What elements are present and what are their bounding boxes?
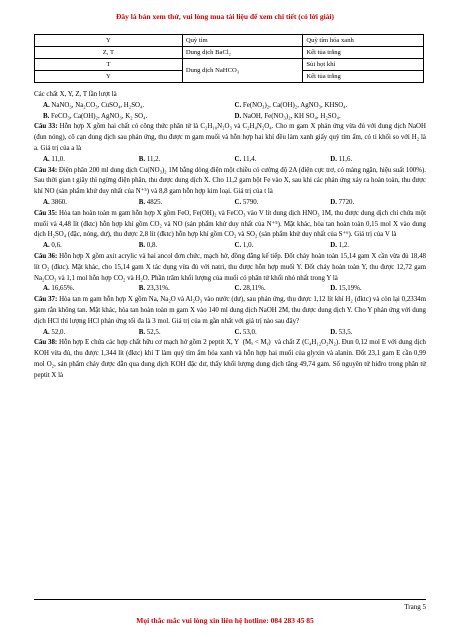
option-a[interactable]: A. 0,6. <box>43 242 62 250</box>
mass-condition: (Mₓ < Mᵧ) <box>242 339 271 347</box>
question-36: Câu 36: Hỗn hợp X gồm axit acrylic và hai ancol đơn chức, mạch hở, đồng đẳng kế tiếp. Đốt cháy hoàn toàn 15,14 gam X cần vừa đủ 18,48 lít O₂ (đktc). Mặt khác, cho 15,14 gam X tác dụng vừa đủ với natri, thu được hỗn hợp muối Y. Đốt cháy hoàn toàn Y, thu được 12,72 gam Na₂CO₃ và 1,1 mol hỗn hợp CO₂ và H₂O. Phần trăm khối lượng của muối có phân tử khối nhỏ nhất trong Y là <box>34 252 426 282</box>
option-a[interactable]: A. NaNO₃, Na₂CO₃, CuSO₄, H₂SO₄. <box>43 101 145 109</box>
option-a[interactable]: A. 3860. <box>43 198 67 206</box>
intro-text: Các chất X, Y, Z, T lần lượt là <box>34 91 117 98</box>
option-b[interactable]: B. FeCO₃, Ca(OH)₂, AgNO₃, K₂ SO₄. <box>43 112 148 120</box>
table-cell: Y <box>35 71 183 83</box>
option-b[interactable]: B. 4825. <box>138 198 163 206</box>
answer-options <box>34 284 426 295</box>
option-d[interactable]: D. 15,19%. <box>330 285 362 293</box>
answer-options <box>34 241 426 252</box>
option-d[interactable]: D. 11,6. <box>330 155 353 163</box>
option-b[interactable]: B. 23,31%. <box>138 285 170 293</box>
question-38: Câu 38: Hỗn hợp E chứa các hợp chất hữu cơ mạch hở gồm 2 peptit X, Y (Mₓ < Mᵧ) và chất Z (C₄H₁₂O₂N₂). Đun 0,12 mol E với dung dịch KOH vừa đủ, thu được 1,344 lít (đktc) khí T làm quỳ tím ẩm hóa xanh và hỗn hợp hai muối của glyxin và alanin. Đốt 23,1 gam E cần 0,99 mol O₂, sản phẩm cháy được dẫn qua dung dịch KOH đặc dư, thấy khối lượng dung dịch tăng 49,74 gam. Số nguyên tử hiđro trong phân tử peptit X là <box>34 339 426 379</box>
table-cell: Kết tủa trắng <box>303 71 424 83</box>
option-d[interactable]: D. NaOH, Fe(NO₃)₂, KH SO₄, H₂SO₄. <box>234 112 341 120</box>
answer-options <box>34 198 426 209</box>
option-c[interactable]: C. 53,0. <box>234 328 257 336</box>
answer-options <box>34 155 426 166</box>
answer-options <box>34 328 426 339</box>
table-row <box>35 47 424 59</box>
table-cell: Z, T <box>35 47 183 59</box>
page-number: Trang 5 <box>404 603 426 611</box>
option-a[interactable]: A. 52,0. <box>43 328 66 336</box>
question-35: Câu 35: Hòa tan hoàn toàn m gam hỗn hợp X gồm FeO, Fe(OH)₂ và FeCO₃ vào V lít dung dịch HNO₃ 1M, thu được dung dịch chỉ chứa một muối và 4,48 lít (đktc) hỗn hợp khí gồm CO₂ và NO (sản phẩm khử duy nhất của N⁺⁵). Mặt khác, hòa tan hoàn toàn 0,15 mol X vào dung dịch H₂SO₄ (đặc, nóng, dư), thu được 2,8 lít (đktc) hỗn hợp khí gồm CO₂ và SO₂ (sản phẩm khử duy nhất của S⁺⁶). Giá trị của V là <box>34 209 426 239</box>
table-cell: Y <box>35 35 183 47</box>
table-cell: Quỳ tím <box>182 35 303 47</box>
option-d[interactable]: D. 53,5. <box>330 328 353 336</box>
question-content <box>34 90 426 382</box>
question-34: Câu 34: Điện phân 200 ml dung dịch Cu(NO₃)₂ 1M bằng dòng điện một chiều có cường độ 2A (điện cực trơ, có màng ngăn, hiệu suất 100%). Sau thời gian t giây thì ngừng điện phân, thu được dung dịch X. Cho 11,2 gam bột Fe vào X, sau khi các phản ứng xảy ra hoàn toàn, thu được khí NO (sản phẩm khử duy nhất của N⁺⁵) và 8,8 gam hỗn hợp kim loại. Giá trị của t là <box>34 166 426 196</box>
table-cell: Dung dịch BaCl₂ <box>182 47 303 59</box>
option-b[interactable]: B. 52,5. <box>138 328 161 336</box>
question-33: Câu 33: Hỗn hợp X gồm hai chất có công thức phân tử là C₂H₁₀N₂O₃ và C₂H₄N₂O₄. Cho m gam X phản ứng vừa đủ với dung dịch NaOH (đun nóng), cô cạn dung dịch sau phản ứng, thu được m gam muối và hỗn hợp hai khí đều làm xanh giấy quỳ tím ẩm, có tỉ khối so với H₂ là a. Giá trị của a là <box>34 123 426 152</box>
option-c[interactable]: C. 5790. <box>234 198 259 206</box>
option-d[interactable]: D. 1,2. <box>330 242 350 250</box>
table-cell: Sủi bọt khí <box>303 59 424 71</box>
table-row <box>35 35 424 47</box>
footer-divider <box>34 599 426 600</box>
preview-banner: Đây là bản xem thử, vui lòng mua tài liệu để xem chi tiết (có lời giải) <box>115 12 335 21</box>
answer-options <box>34 101 426 123</box>
option-b[interactable]: B. 11,2. <box>138 155 161 163</box>
option-c[interactable]: C. 1,0. <box>234 242 254 250</box>
option-a[interactable]: A. 16,65%. <box>43 285 75 293</box>
table-cell: Quỳ tím hóa xanh <box>303 35 424 47</box>
reagent-table <box>34 34 424 83</box>
hotline-text: Mọi thắc mắc vui lòng xin liên hệ hotline: 084 283 45 85 <box>136 616 314 625</box>
question-37: Câu 37: Hòa tan m gam hỗn hợp X gồm Na, Na₂O và Al₂O₃ vào nước (dư), sau phản ứng, thu được 1,12 lít khí H₂ (đktc) và còn lại 0,2334m gam rắn không tan. Mặt khác, hòa tan hoàn toàn m gam X vào 140 ml dung dịch NaOH 2M, thu được dung dịch Y. Cho Y phản ứng với dung dịch HCl thì lượng HCl phản ứng tối đa là 3 mol. Giá trị của m gần nhất với giá trị nào sau đây? <box>34 296 426 325</box>
option-b[interactable]: B. 0,8. <box>138 242 158 250</box>
table-row <box>35 59 424 71</box>
table-cell: Kết tủa trắng <box>303 47 424 59</box>
option-c[interactable]: C. Fe(NO₃)₂, Ca(OH)₂, AgNO₃, KHSO₄. <box>234 101 348 109</box>
table-cell: Dung dịch NaHCO₃ <box>182 59 303 83</box>
option-c[interactable]: C. 28,11%. <box>234 285 266 293</box>
option-a[interactable]: A. 11,0. <box>43 155 65 163</box>
option-c[interactable]: C. 11,4. <box>234 155 257 163</box>
table-cell: T <box>35 59 183 71</box>
option-d[interactable]: D. 7720. <box>330 198 355 206</box>
